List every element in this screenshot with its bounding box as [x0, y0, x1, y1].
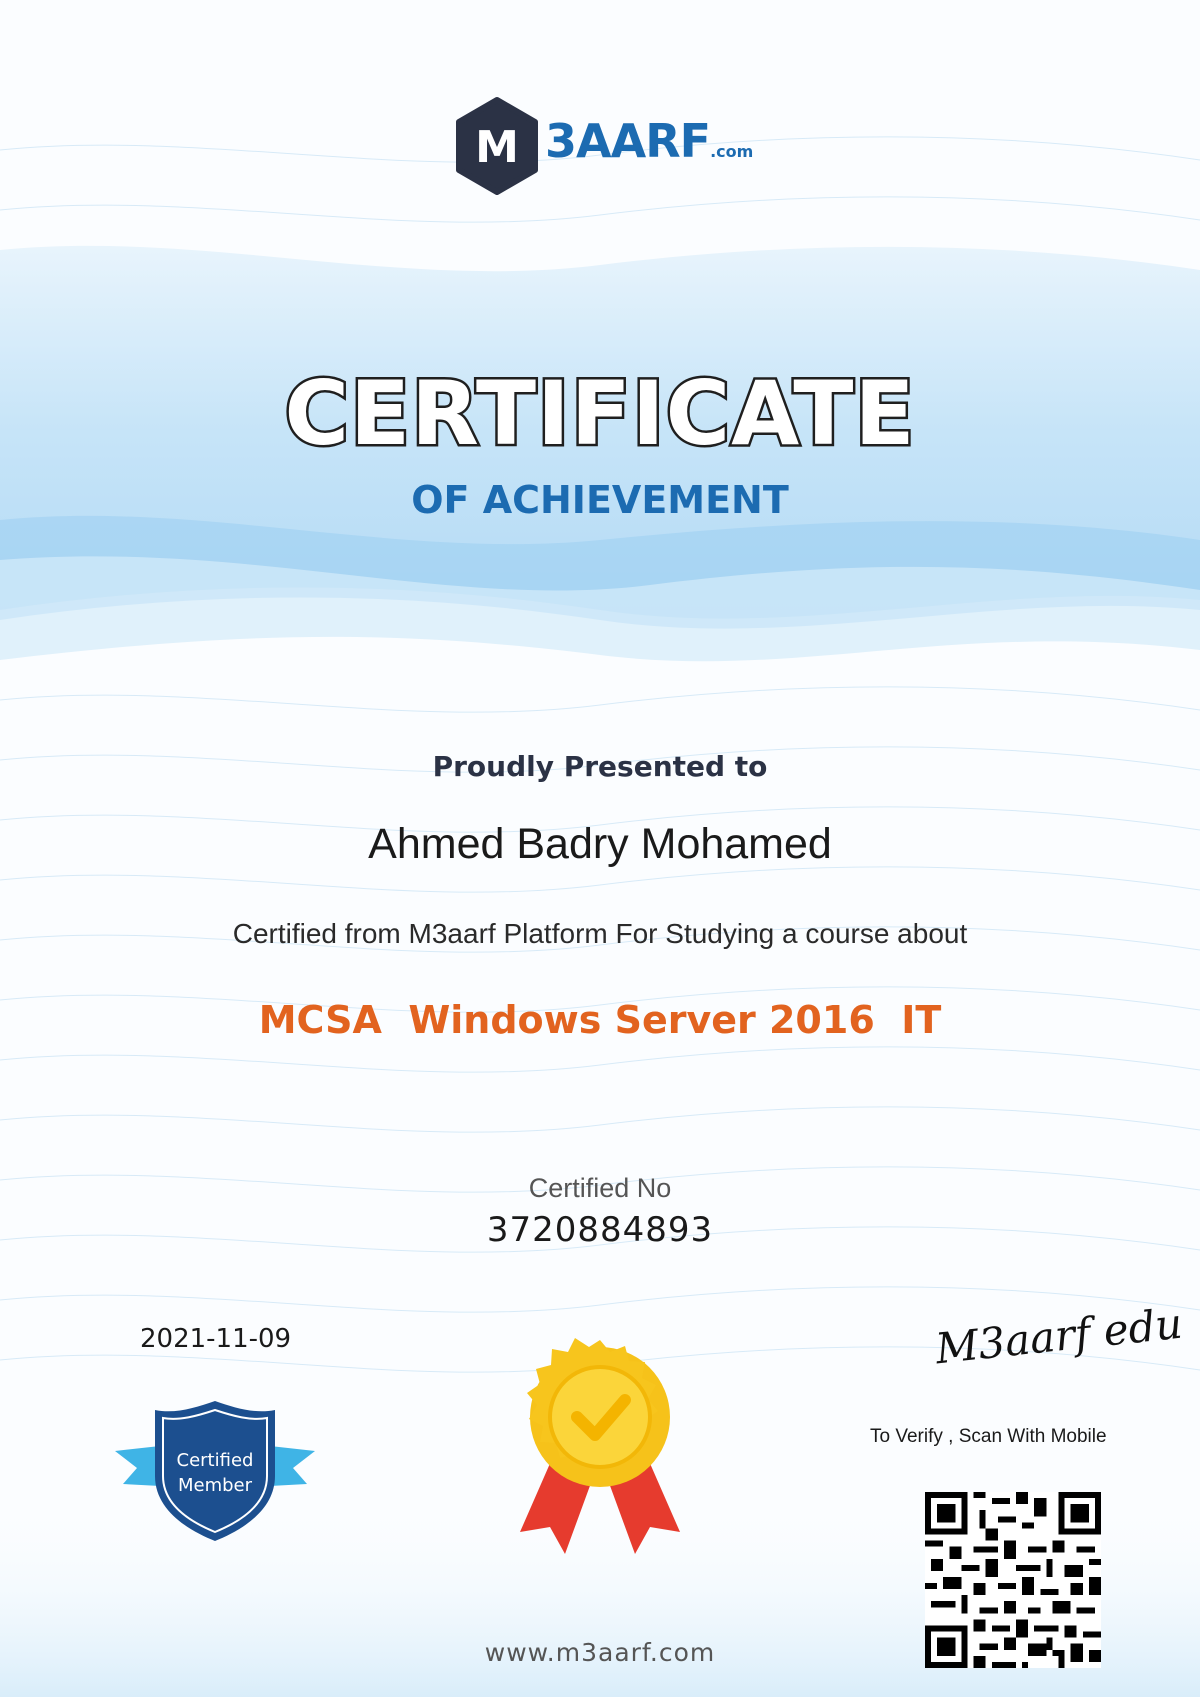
hexagon-logo-icon — [455, 98, 539, 194]
gold-medal-ribbon-icon — [515, 1332, 685, 1557]
cert-number: 3720884893 — [486, 1210, 714, 1250]
certificate-title: CERTIFICATE — [284, 362, 916, 465]
certificate-description: Certified from M3aarf Platform For Studying a course about — [232, 918, 968, 949]
logo-wordmark — [545, 114, 753, 168]
signature-graphic — [925, 1292, 1185, 1382]
certified-member-shield-icon — [115, 1396, 315, 1546]
badge-line2: Member — [177, 1475, 253, 1496]
verify-instructions: To Verify , Scan With Mobile — [870, 1426, 1107, 1447]
logo-name: 3AARF — [545, 114, 711, 168]
brand-logo — [455, 98, 755, 194]
website-url[interactable]: www.m3aarf.com — [484, 1638, 716, 1667]
presented-label: Proudly Presented to — [432, 750, 768, 783]
cert-number-label: Certified No — [528, 1173, 672, 1203]
logo-suffix: .com — [710, 142, 754, 161]
badge-line1: Certified — [176, 1450, 254, 1471]
issue-date: 2021-11-09 — [140, 1324, 292, 1354]
signature-text: M3aarf edu — [933, 1298, 1185, 1374]
certificate-subtitle: OF ACHIEVEMENT — [411, 478, 789, 522]
course-name: MCSA Windows Server 2016 IT — [258, 998, 942, 1042]
recipient-name: Ahmed Badry Mohamed — [368, 820, 832, 868]
logo-mark-letter: M — [475, 122, 519, 173]
